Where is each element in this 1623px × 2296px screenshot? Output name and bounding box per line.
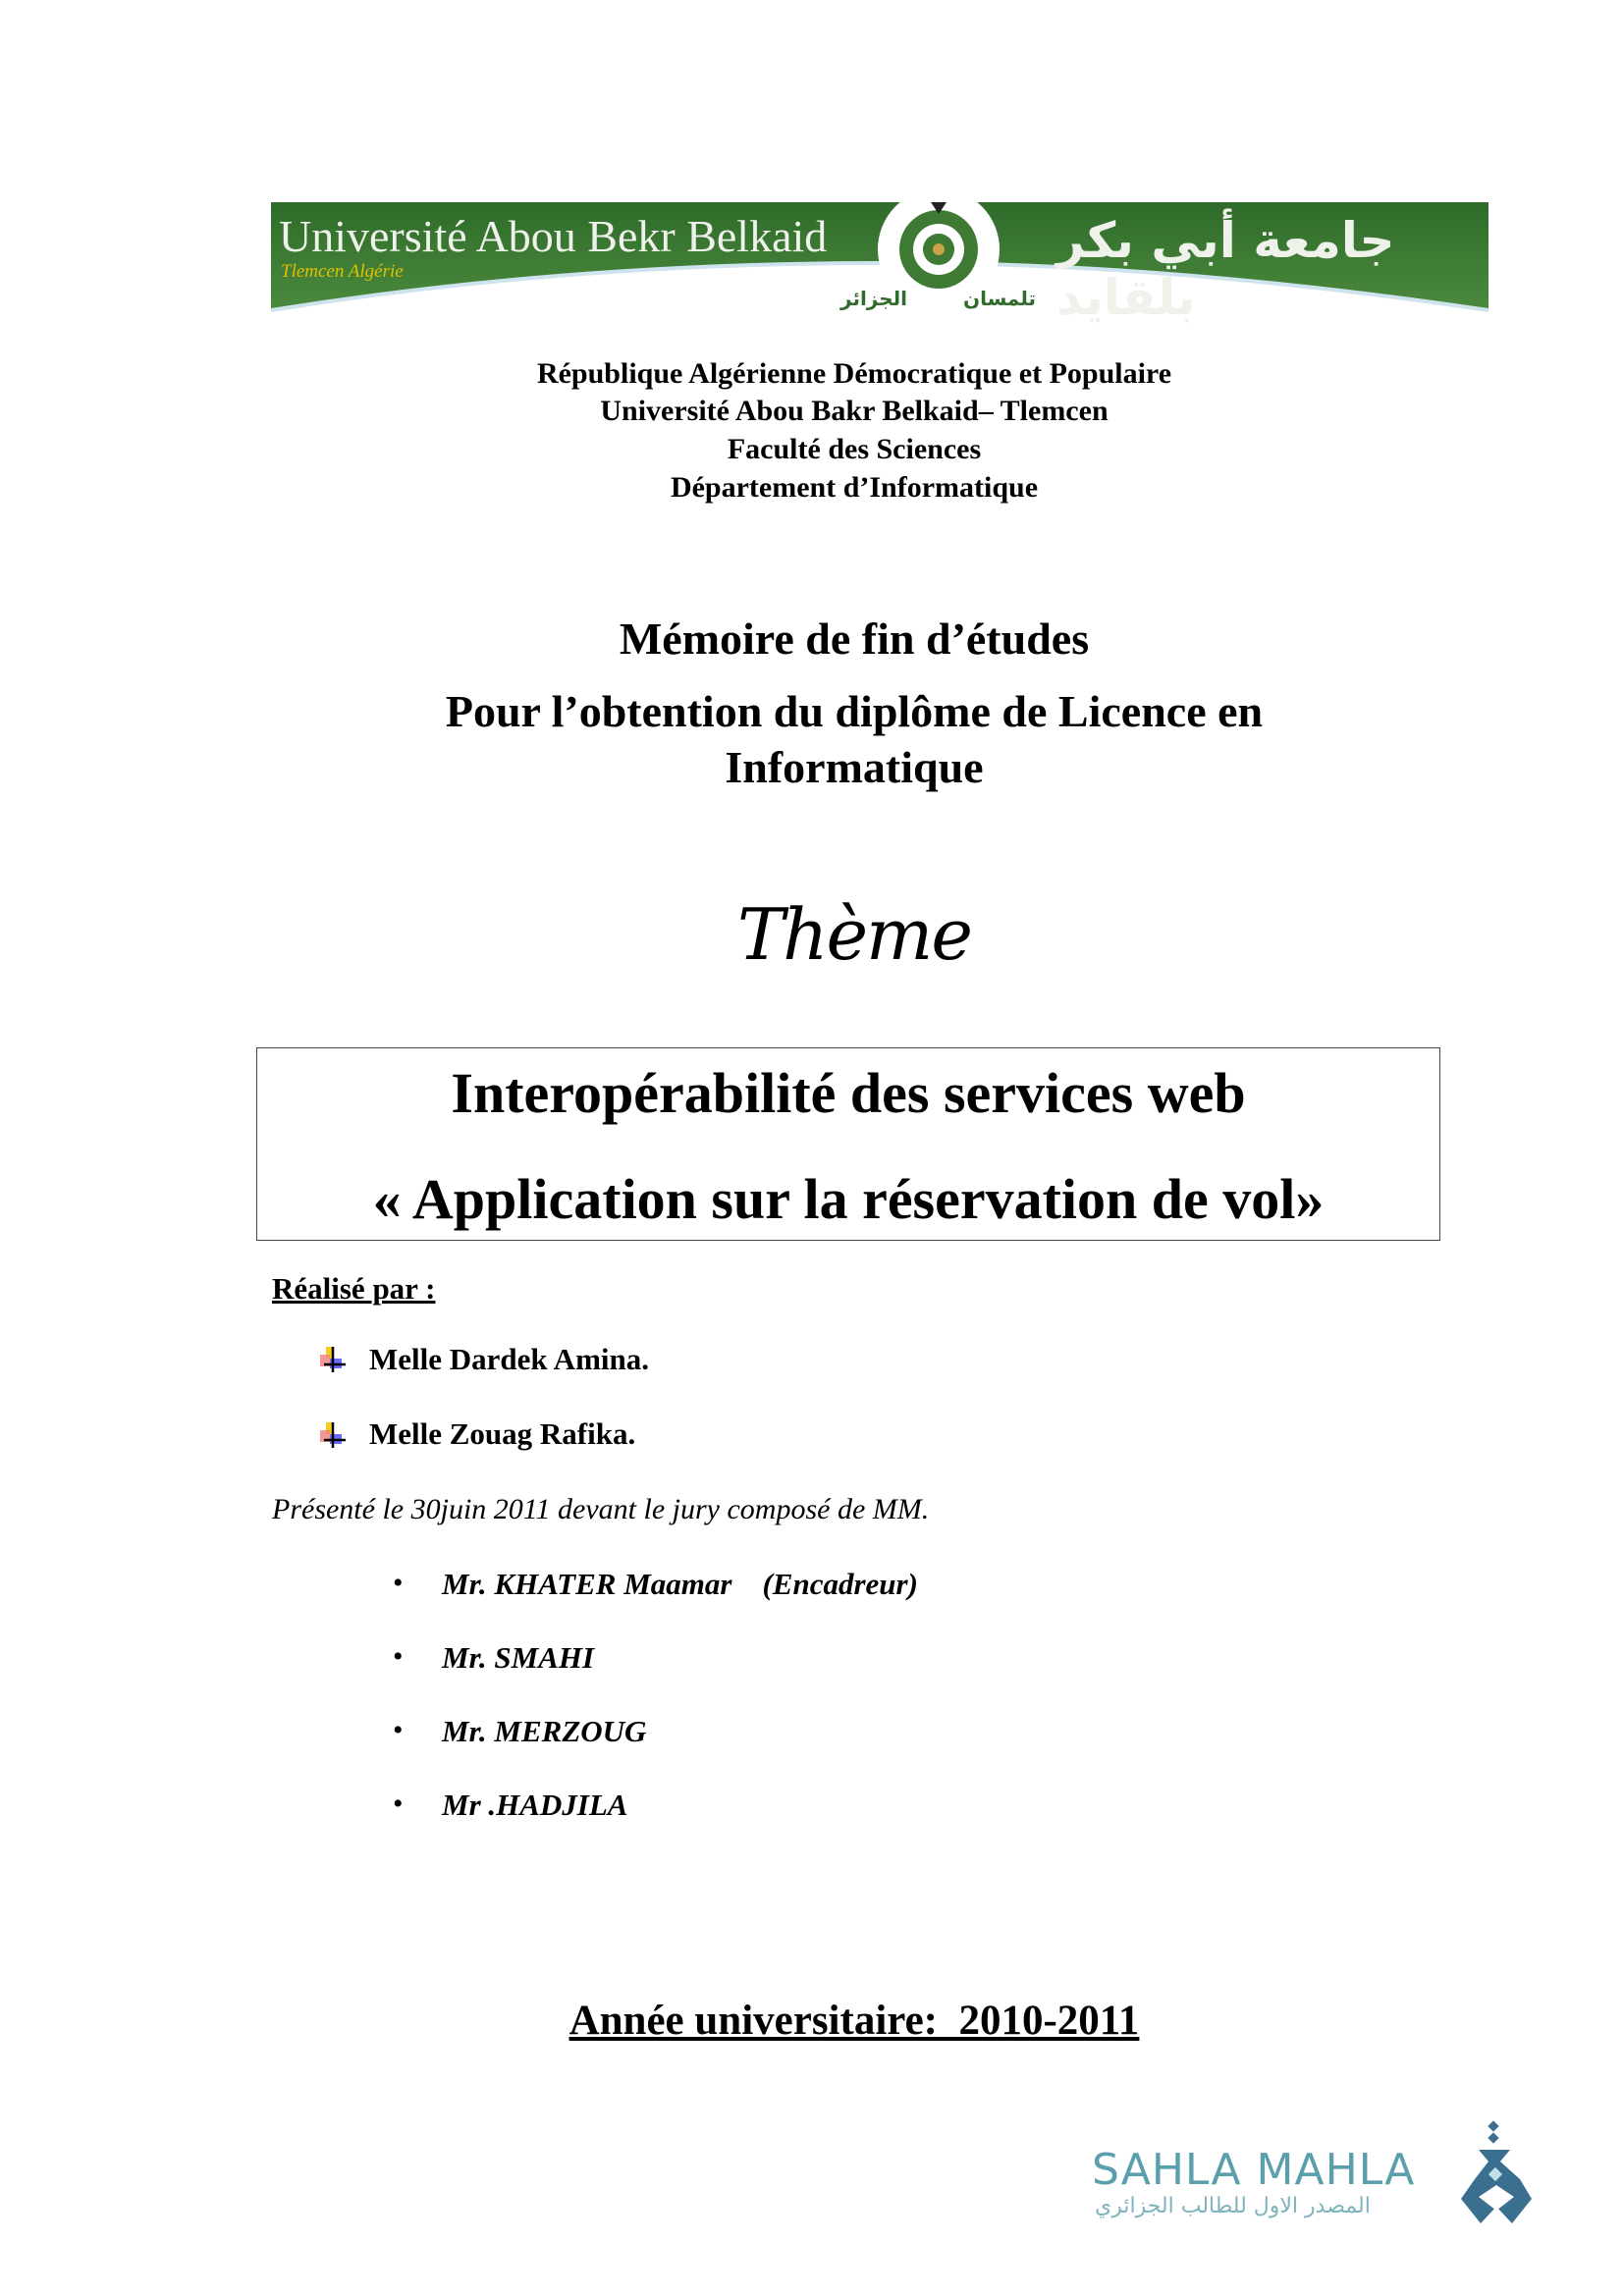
header-republic: République Algérienne Démocratique et Populaire bbox=[536, 357, 1172, 390]
bullet-dot: • bbox=[393, 1788, 404, 1820]
jury-member-3: Mr. MERZOUG bbox=[442, 1714, 647, 1748]
header-faculty: Faculté des Sciences bbox=[727, 433, 982, 465]
bullet-dot: • bbox=[393, 1640, 404, 1673]
header-university: Université Abou Bakr Belkaid– Tlemcen bbox=[600, 395, 1109, 427]
sahla-mahla-tagline: المصدر الاول للطالب الجزائري bbox=[1095, 2194, 1371, 2218]
realise-label: Réalisé par : bbox=[272, 1271, 436, 1306]
sahla-mahla-logo-text: SAHLA MAHLA bbox=[1092, 2145, 1416, 2195]
memoire-line1: Mémoire de fin d’études bbox=[619, 614, 1090, 664]
thesis-subtitle: « Application sur la réservation de vol» bbox=[372, 1167, 1325, 1231]
bullet-dot: • bbox=[393, 1567, 404, 1599]
banner-subtitle: Tlemcen Algérie bbox=[281, 261, 404, 282]
thesis-title: Interopérabilité des services web bbox=[451, 1061, 1246, 1125]
author-bullet-icon bbox=[320, 1347, 346, 1377]
author-bullet-icon bbox=[320, 1422, 346, 1453]
presentation-line: Présenté le 30juin 2011 devant le jury composé de MM. bbox=[272, 1493, 930, 1525]
bullet-dot: • bbox=[393, 1714, 404, 1746]
author-1: Melle Dardek Amina. bbox=[369, 1342, 649, 1376]
banner-title-fr: Université Abou Bekr Belkaid bbox=[279, 211, 828, 261]
university-banner bbox=[271, 202, 1488, 326]
jury-member-2: Mr. SMAHI bbox=[442, 1640, 595, 1675]
memoire-line3: Informatique bbox=[725, 742, 984, 792]
banner-country-ar: الجزائر bbox=[840, 287, 908, 310]
sahla-mahla-emblem-icon bbox=[1461, 2120, 1532, 2233]
banner-title-ar: جامعة أبي بكر بلقايد bbox=[1056, 212, 1395, 326]
author-2: Melle Zouag Rafika. bbox=[369, 1416, 636, 1451]
theme-heading: Thème bbox=[737, 893, 971, 976]
header-department: Département d’Informatique bbox=[670, 471, 1039, 504]
banner-city-ar: تلمسان bbox=[963, 287, 1037, 310]
memoire-line2: Pour l’obtention du diplôme de Licence en bbox=[445, 686, 1264, 736]
academic-year: Année universitaire: 2010-2011 bbox=[568, 1998, 1140, 2044]
title-box bbox=[256, 1047, 1440, 1241]
jury-member-4: Mr .HADJILA bbox=[442, 1788, 628, 1822]
jury-member-1: Mr. KHATER Maamar (Encadreur) bbox=[442, 1567, 918, 1601]
